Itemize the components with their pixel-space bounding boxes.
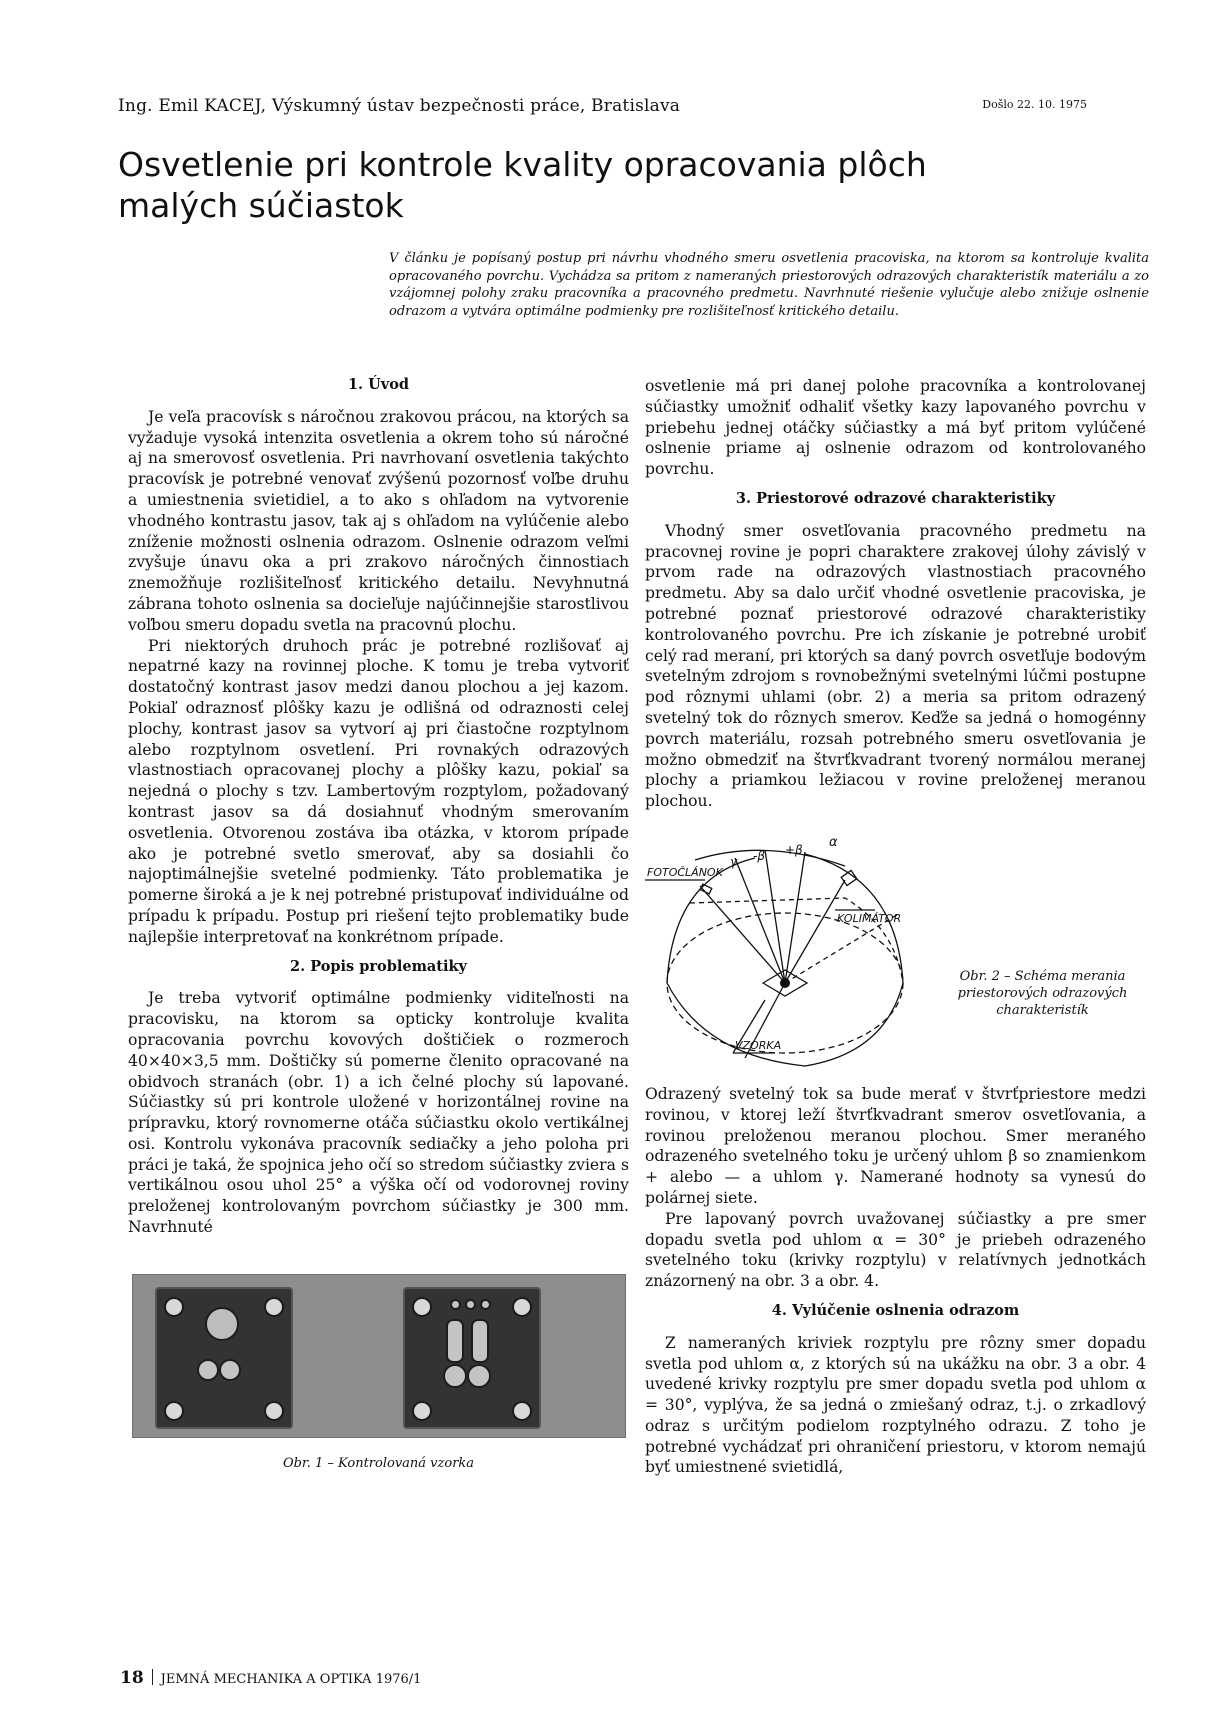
page-number: 18 [120, 1668, 144, 1688]
sample-plate-back [403, 1287, 541, 1429]
paragraph: Pri niektorých druhoch prác je potrebné rozlišovať aj nepatrné kazy na rovinnej ploche. K tomu je treba vytvoriť dostatočný kontrast jasov medzi danou plochou a jej kazom. Pokiaľ odraznosť plôšky kazu je odlišná od odraznosti celej plochy, kontrast jasov sa vytvorí aj pri čiastočne rozptylnom alebo rozptylnom osvetlení. Pri rovnakých odrazových vlastnostiach opracovanej plochy a plôšky kazu, pokiaľ sa nejedná o plochy s tzv. Lambertovým rozptylom, požadovaný kontrast jasov sa dá dosiahnuť vhodným smerovaním osvetlenia. Otvorenou zostáva iba otázka, v ktorom prípade ako je potrebné svetlo smerovať, aby sa dosiahli čo najoptimálnejšie svetelné podmienky. Táto problematika je pomerne široká a je k nej potrebné pristupovať individuálne od prípadu k prípadu. Postup pri riešení tejto problematiky bude najlepšie interpretovať na konkrétnom prípade. [128, 636, 629, 946]
sample-photo [132, 1274, 626, 1438]
figure-1 [128, 1274, 629, 1475]
author-line: Ing. Emil KACEJ, Výskumný ústav bezpečnosti práce, Bratislava [118, 96, 681, 116]
measurement-schematic [645, 818, 1146, 1076]
abstract: V článku je popísaný postup pri návrhu vhodného smeru osvetlenia pracoviska, na ktorom sa kontroluje kvalita opracovaného povrchu. Vychádza sa pritom z nameraných priestorových odrazových charakteristík materiálu a zo vzájomnej polohy zraku pracovníka a pracovného predmetu. Navrhnuté riešenie vylučuje alebo znižuje oslnenie odrazom a vytvára optimálne podmienky pre rozlišiteľnosť kritického detailu. [389, 251, 1149, 319]
right-column [645, 376, 1146, 1478]
paragraph: Odrazený svetelný tok sa bude merať v štvrťpriestore medzi rovinou, v ktorej leží štvrťkvadrant smerov osvetľovania, a rovinou preloženou meranou plochou. Smer meraného odrazeného svetelného toku je určený uhlom β so znamienkom + alebo — a uhlom γ. Namerané hodnoty sa vynesú do polárnej siete. [645, 1084, 1146, 1207]
label-collimator: KOLIMÁTOR [837, 911, 902, 925]
section-heading-intro: 1. Úvod [347, 376, 410, 393]
journal-name: JEMNÁ MECHANIKA A OPTIKA 1976/1 [160, 1672, 422, 1687]
label-gamma: γ [730, 854, 738, 869]
sample-plate-front [155, 1287, 293, 1429]
page-footer [120, 1668, 421, 1688]
figure-2 [645, 818, 1146, 1076]
section-heading-glare: 4. Vylúčenie oslnenia odrazom [771, 1301, 1020, 1319]
label-beta-pos: +β [785, 842, 803, 857]
paragraph: Vhodný smer osvetľovania pracovného predmetu na pracovnej rovine je popri charaktere zrakovej úlohy závislý v prvom rade na odrazových vlastnostiach pracovného predmetu. Aby sa dalo určiť vhodné osvetlenie pracoviska, je potrebné poznať priestorové odrazové charakteristiky kontrolovaného povrchu. Pre ich získanie je potrebné urobiť celý rad meraní, pri ktorých sa daný povrch osvetľuje bodovým svetelným zdrojom s rovnobežnými svetelnými lúčmi postupne pod rôznymi uhlami (obr. 2) a meria sa pritom odrazený svetelný tok do rôznych smerov. Keďže sa jedná o homogénny povrch materiálu, rozsah potrebného smeru osvetľovania je možno obmedziť na štvrťkvadrant tvorený normálou meranej plochy a priamkou ležiacou v rovine preloženej meranou plochou. [645, 521, 1146, 811]
paragraph: Je treba vytvoriť optimálne podmienky viditeľnosti na pracovisku, na ktorom sa opticky kontroluje kvalita opracovania povrchu kovových doštičiek o rozmeroch 40×40×3,5 mm. Doštičky sú pomerne členito opracované na obidvoch stranách (obr. 1) a ich čelné plochy sú lapované. Súčiastky sú pri kontrole uložené v horizontálnej rovine na prípravku, ktorý rovnomerne otáča súčiastku okolo vertikálnej osi. Kontrolu vykonáva pracovník sediačky a jeho poloha pri práci je taká, že spojnica jeho očí so stredom súčiastky zviera s vertikálnou osou uhol 25° a výška očí od vodorovnej roviny preloženej kontrolovaným povrchom súčiastky je 300 mm. Navrhnuté [128, 989, 629, 1237]
left-column [128, 375, 629, 1475]
article-title: Osvetlenie pri kontrole kvality opracovania plôch malých súčiastok [118, 145, 927, 225]
section-heading-problem: 2. Popis problematiky [290, 957, 467, 975]
label-beta-neg: -β [753, 848, 765, 863]
paragraph: Je veľa pracovísk s náročnou zrakovou prácou, na ktorých sa vyžaduje vysoká intenzita osvetlenia a okrem toho sú náročné aj na smerovosť osvetlenia. Pri navrhovaní osvetlenia takýchto pracovísk je potrebné venovať zvýšenú pozornosť voľbe druhu a umiestnenia svietidiel, a to ako s ohľadom na vytvorenie vhodného kontrastu jasov, tak aj s ohľadom na vylúčenie alebo zníženie možnosti oslnenia odrazom. Oslnenie odrazom veľmi zvyšuje únavu oka a pri zrakovo náročných činnostiach znemožňuje rozlišiteľnosť kritického detailu. Nevyhnutná zábrana tohoto oslnenia sa docieľuje najúčinnejšie starostlivou voľbou smeru dopadu svetla na pracovnú plochu. [128, 407, 629, 634]
label-photocell: FOTOČLÁNOK [647, 865, 723, 879]
figure-2-caption: Obr. 2 – Schéma merania priestorových odrazových charakteristík [957, 968, 1128, 1018]
figure-1-caption: Obr. 1 – Kontrolovaná vzorka [282, 1455, 475, 1471]
paragraph: osvetlenie má pri danej polohe pracovníka a kontrolovanej súčiastky umožniť odhaliť všetky kazy lapovaného povrchu v priebehu jednej otáčky súčiastky a má byť pritom vylúčené oslnenie priame aj oslnenie odrazom od kontrolovaného povrchu. [645, 377, 1146, 479]
label-sample: VZORKA [735, 1038, 782, 1052]
paragraph: Pre lapovaný povrch uvažovanej súčiastky a pre smer dopadu svetla pod uhlom α = 30° je priebeh odrazeného svetelného toku (krivky rozptylu) v relatívnych jednotkách znázornený na obr. 3 a obr. 4. [645, 1209, 1146, 1291]
received-date: Došlo 22. 10. 1975 [982, 98, 1087, 111]
paragraph: Z nameraných kriviek rozptylu pre rôzny smer dopadu svetla pod uhlom α, z ktorých sú na ukážku na obr. 3 a obr. 4 uvedené krivky rozptylu pre smer dopadu svetla pod uhlom α = 30°, vyplýva, že sa jedná o zmiešaný odraz, t.j. o zrkadlový odraz s určitým podielom rozptylného odrazu. Z toho je potrebné vychádzať pri ohraničení priestoru, v ktorom nemajú byť umiestnené svietidlá, [645, 1333, 1146, 1477]
footer-divider [152, 1669, 153, 1685]
label-alpha: α [829, 834, 838, 850]
section-heading-characteristics: 3. Priestorové odrazové charakteristiky [735, 489, 1056, 507]
